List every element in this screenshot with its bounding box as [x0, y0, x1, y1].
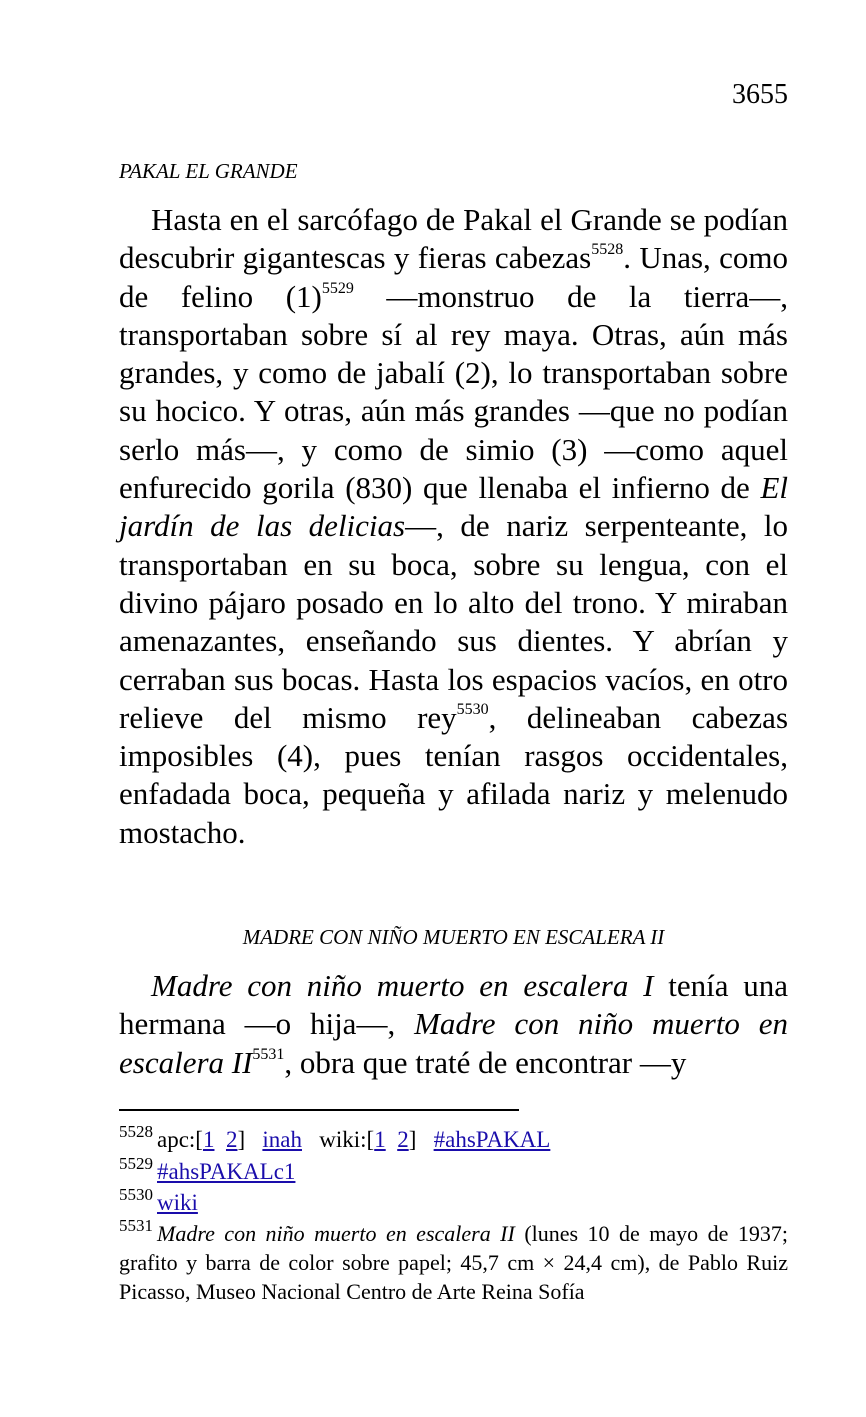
text-run: —monstruo de la tierra—, transportaban sobre sí al rey maya. Otras, aún más grandes, y como de jabalí (2), lo transportaban sobre su hocico. Y otras, aún más grandes —que no podían serlo más—, y como de simio (3) —como aquel enfurecido gorila (830) que llenaba el infierno de: [119, 278, 789, 506]
footnote-number: 5530: [119, 1185, 153, 1204]
artwork-title: Madre con niño muerto en escalera II: [119, 1006, 788, 1080]
footnote-divider: [119, 1109, 519, 1111]
inah-link[interactable]: inah: [262, 1127, 302, 1152]
hashtag-link[interactable]: #ahsPAKAL: [433, 1127, 551, 1152]
text-run: tenía una hermana —o hija—,: [119, 968, 788, 1042]
artwork-title: El jardín de las delicias: [119, 470, 788, 544]
footnote-ref[interactable]: 5528: [591, 241, 624, 259]
section-heading-madre: MADRE CON NIÑO MUERTO EN ESCALERA II: [242, 925, 665, 949]
footnote-ref[interactable]: 5531: [252, 1045, 285, 1063]
footnote-number: 5529: [119, 1153, 153, 1173]
hashtag-link[interactable]: #ahsPAKALc1: [157, 1158, 296, 1184]
artwork-title: Madre con niño muerto en escalera II: [157, 1220, 515, 1246]
apc-label: apc:[: [157, 1127, 203, 1152]
footnote-text: (lunes 10 de mayo de 1937; grafito y barra de color sobre papel; 45,7 cm × 24,4 cm), de Pablo Ruiz Picasso, Museo Nacional Centro de Arte Reina Sofía: [119, 1220, 788, 1304]
footnote-5528: [119, 1124, 788, 1156]
paragraph-madre: [119, 967, 788, 1082]
text-run: , obra que traté de encontrar —y: [284, 1044, 687, 1080]
footnote-5529: [119, 1153, 788, 1188]
bracket-close: ]: [237, 1127, 246, 1152]
section-heading-pakal: PAKAL EL GRANDE: [119, 159, 298, 183]
bracket-close: ]: [408, 1127, 417, 1152]
wiki-link-2[interactable]: 2: [397, 1127, 409, 1152]
paragraph-pakal: [119, 201, 788, 852]
wiki-label: wiki:[: [319, 1127, 375, 1152]
wiki-link[interactable]: wiki: [157, 1190, 198, 1215]
footnote-ref[interactable]: 5529: [321, 279, 354, 297]
text-run: Hasta en el sarcófago de Pakal el Grande se podían descubrir gigantescas y fieras cabezas: [119, 202, 788, 276]
footnotes: [119, 1124, 788, 1306]
footnote-number: 5531: [119, 1215, 153, 1235]
text-run: . Unas, como de felino (1): [119, 240, 788, 314]
apc-link-2[interactable]: 2: [225, 1127, 238, 1152]
text-run: —, de nariz serpenteante, lo transportaban en su boca, sobre su lengua, con el divino pájaro posado en lo alto del trono. Y miraban amenazantes, enseñando sus dientes. Y abrían y cerraban sus bocas. Hasta los espacios vacíos, en otro relieve del mismo rey: [119, 508, 788, 735]
text-run: , delineaban cabezas imposibles (4), pues tenían rasgos occidentales, enfadada boca, pequeña y afilada nariz y melenudo mostacho.: [119, 699, 789, 850]
footnote-5531: [119, 1215, 788, 1306]
footnote-ref[interactable]: 5530: [456, 700, 489, 718]
page-number: 3655: [732, 79, 788, 110]
wiki-link-1[interactable]: 1: [374, 1127, 386, 1152]
footnote-number: 5528: [119, 1122, 153, 1141]
artwork-title: Madre con niño muerto en escalera I: [151, 968, 654, 1003]
apc-link-1[interactable]: 1: [202, 1127, 215, 1152]
footnote-5530: [119, 1187, 788, 1219]
